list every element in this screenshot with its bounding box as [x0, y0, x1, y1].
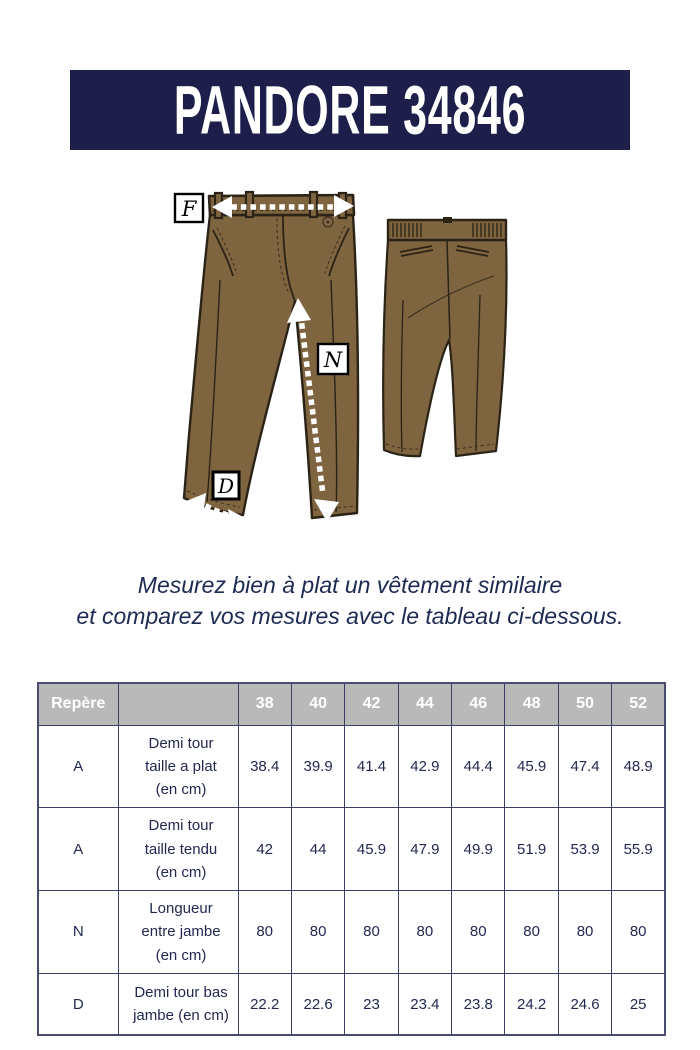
value-cell: 80 — [291, 891, 344, 974]
size-header-cell: 44 — [398, 683, 451, 725]
instructions-line1: Mesurez bien à plat un vêtement similaire — [137, 572, 563, 598]
value-cell: 48.9 — [612, 725, 665, 808]
table-row — [38, 891, 665, 974]
value-cell: 47.9 — [398, 808, 451, 891]
value-cell: 80 — [452, 891, 505, 974]
size-header-cell: 50 — [558, 683, 611, 725]
size-table — [37, 682, 666, 1036]
value-cell: 42.9 — [398, 725, 451, 808]
size-header-cell: 40 — [291, 683, 344, 725]
back-pants-illustration — [383, 217, 506, 456]
value-cell: 45.9 — [505, 725, 558, 808]
size-table-header-row — [38, 683, 665, 725]
header-empty-cell — [118, 683, 238, 725]
label-cell: Demi tour taille a plat (en cm) — [118, 725, 238, 808]
svg-text:N: N — [323, 348, 343, 372]
value-cell: 44 — [291, 808, 344, 891]
size-header-cell: 42 — [345, 683, 398, 725]
size-header-cell: 38 — [238, 683, 291, 725]
value-cell: 22.6 — [291, 973, 344, 1035]
value-cell: 22.2 — [238, 973, 291, 1035]
instructions-line2: et comparez vos mesures avec le tableau ci-dessous. — [76, 603, 624, 629]
value-cell: 42 — [238, 808, 291, 891]
value-cell: 23.4 — [398, 973, 451, 1035]
table-row — [38, 973, 665, 1035]
pants-measurement-diagram — [160, 180, 572, 546]
value-cell: 39.9 — [291, 725, 344, 808]
product-title: PANDORE 34846 — [173, 71, 527, 149]
measure-instructions — [0, 570, 700, 632]
table-row — [38, 808, 665, 891]
label-cell: Longueur entre jambe (en cm) — [118, 891, 238, 974]
center-belt-loop — [443, 217, 452, 223]
value-cell: 23.8 — [452, 973, 505, 1035]
value-cell: 24.6 — [558, 973, 611, 1035]
size-header-cell: 46 — [452, 683, 505, 725]
svg-text:F: F — [181, 197, 197, 221]
value-cell: 23 — [345, 973, 398, 1035]
repere-cell: A — [38, 725, 118, 808]
label-cell: Demi tour taille tendu (en cm) — [118, 808, 238, 891]
repere-cell: N — [38, 891, 118, 974]
label-cell: Demi tour bas jambe (en cm) — [118, 973, 238, 1035]
svg-text:D: D — [217, 474, 235, 498]
value-cell: 41.4 — [345, 725, 398, 808]
pants-diagram-svg — [160, 180, 572, 546]
value-cell: 47.4 — [558, 725, 611, 808]
value-cell: 80 — [612, 891, 665, 974]
value-cell: 38.4 — [238, 725, 291, 808]
label-F — [175, 194, 203, 222]
value-cell: 80 — [398, 891, 451, 974]
value-cell: 25 — [612, 973, 665, 1035]
size-header-cell: 48 — [505, 683, 558, 725]
value-cell: 51.9 — [505, 808, 558, 891]
label-D — [213, 472, 239, 499]
value-cell: 80 — [238, 891, 291, 974]
value-cell: 45.9 — [345, 808, 398, 891]
repere-header-cell: Repère — [38, 683, 118, 725]
value-cell: 55.9 — [612, 808, 665, 891]
repere-cell: A — [38, 808, 118, 891]
value-cell: 49.9 — [452, 808, 505, 891]
product-banner — [70, 70, 630, 150]
label-N — [318, 344, 348, 374]
table-row — [38, 725, 665, 808]
value-cell: 44.4 — [452, 725, 505, 808]
value-cell: 80 — [345, 891, 398, 974]
value-cell: 80 — [505, 891, 558, 974]
value-cell: 80 — [558, 891, 611, 974]
value-cell: 24.2 — [505, 973, 558, 1035]
size-header-cell: 52 — [612, 683, 665, 725]
value-cell: 53.9 — [558, 808, 611, 891]
repere-cell: D — [38, 973, 118, 1035]
